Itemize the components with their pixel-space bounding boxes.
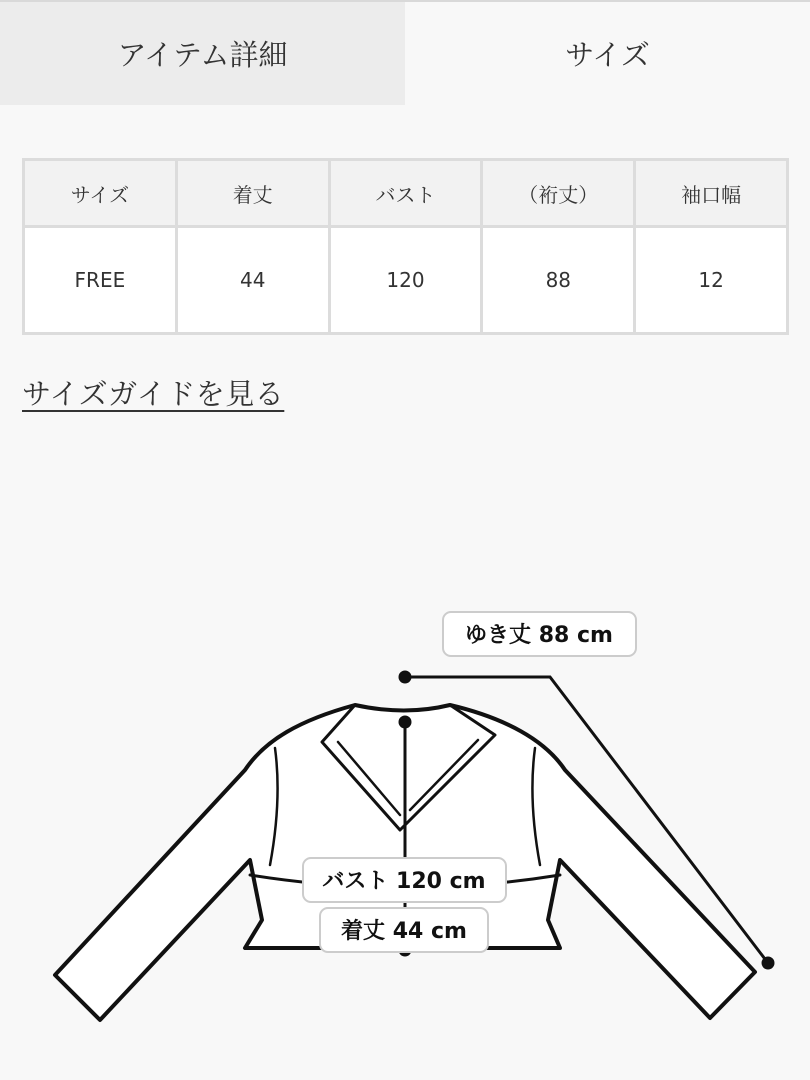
cell-cuff: 12: [635, 227, 788, 334]
length-top-dot: [399, 716, 411, 728]
cell-length: 44: [176, 227, 329, 334]
table-row: [24, 227, 788, 334]
svg-text:着丈 44 cm: 着丈 44 cm: [341, 919, 467, 944]
svg-text:ゆき丈 88 cm: ゆき丈 88 cm: [465, 623, 613, 648]
header-sleeve: （裄丈）: [482, 160, 635, 227]
length-label: [320, 908, 488, 952]
cell-sleeve: 88: [482, 227, 635, 334]
tab-bar: [0, 0, 810, 105]
svg-text:バスト 120 cm: バスト 120 cm: [322, 869, 486, 894]
sleeve-label: [443, 612, 636, 656]
size-table: [22, 158, 789, 335]
header-size: サイズ: [24, 160, 177, 227]
jacket-measurement-diagram: [0, 590, 810, 1040]
cell-size: FREE: [24, 227, 177, 334]
header-length: 着丈: [176, 160, 329, 227]
sleeve-end-dot: [762, 957, 774, 969]
tab-item-details[interactable]: アイテム詳細: [0, 2, 405, 105]
cell-bust: 120: [329, 227, 482, 334]
table-header-row: [24, 160, 788, 227]
bust-label: [303, 858, 506, 902]
tab-size[interactable]: サイズ: [405, 2, 810, 105]
sleeve-start-dot: [399, 671, 411, 683]
header-cuff: 袖口幅: [635, 160, 788, 227]
size-guide-link[interactable]: サイズガイドを見る: [22, 377, 285, 411]
header-bust: バスト: [329, 160, 482, 227]
